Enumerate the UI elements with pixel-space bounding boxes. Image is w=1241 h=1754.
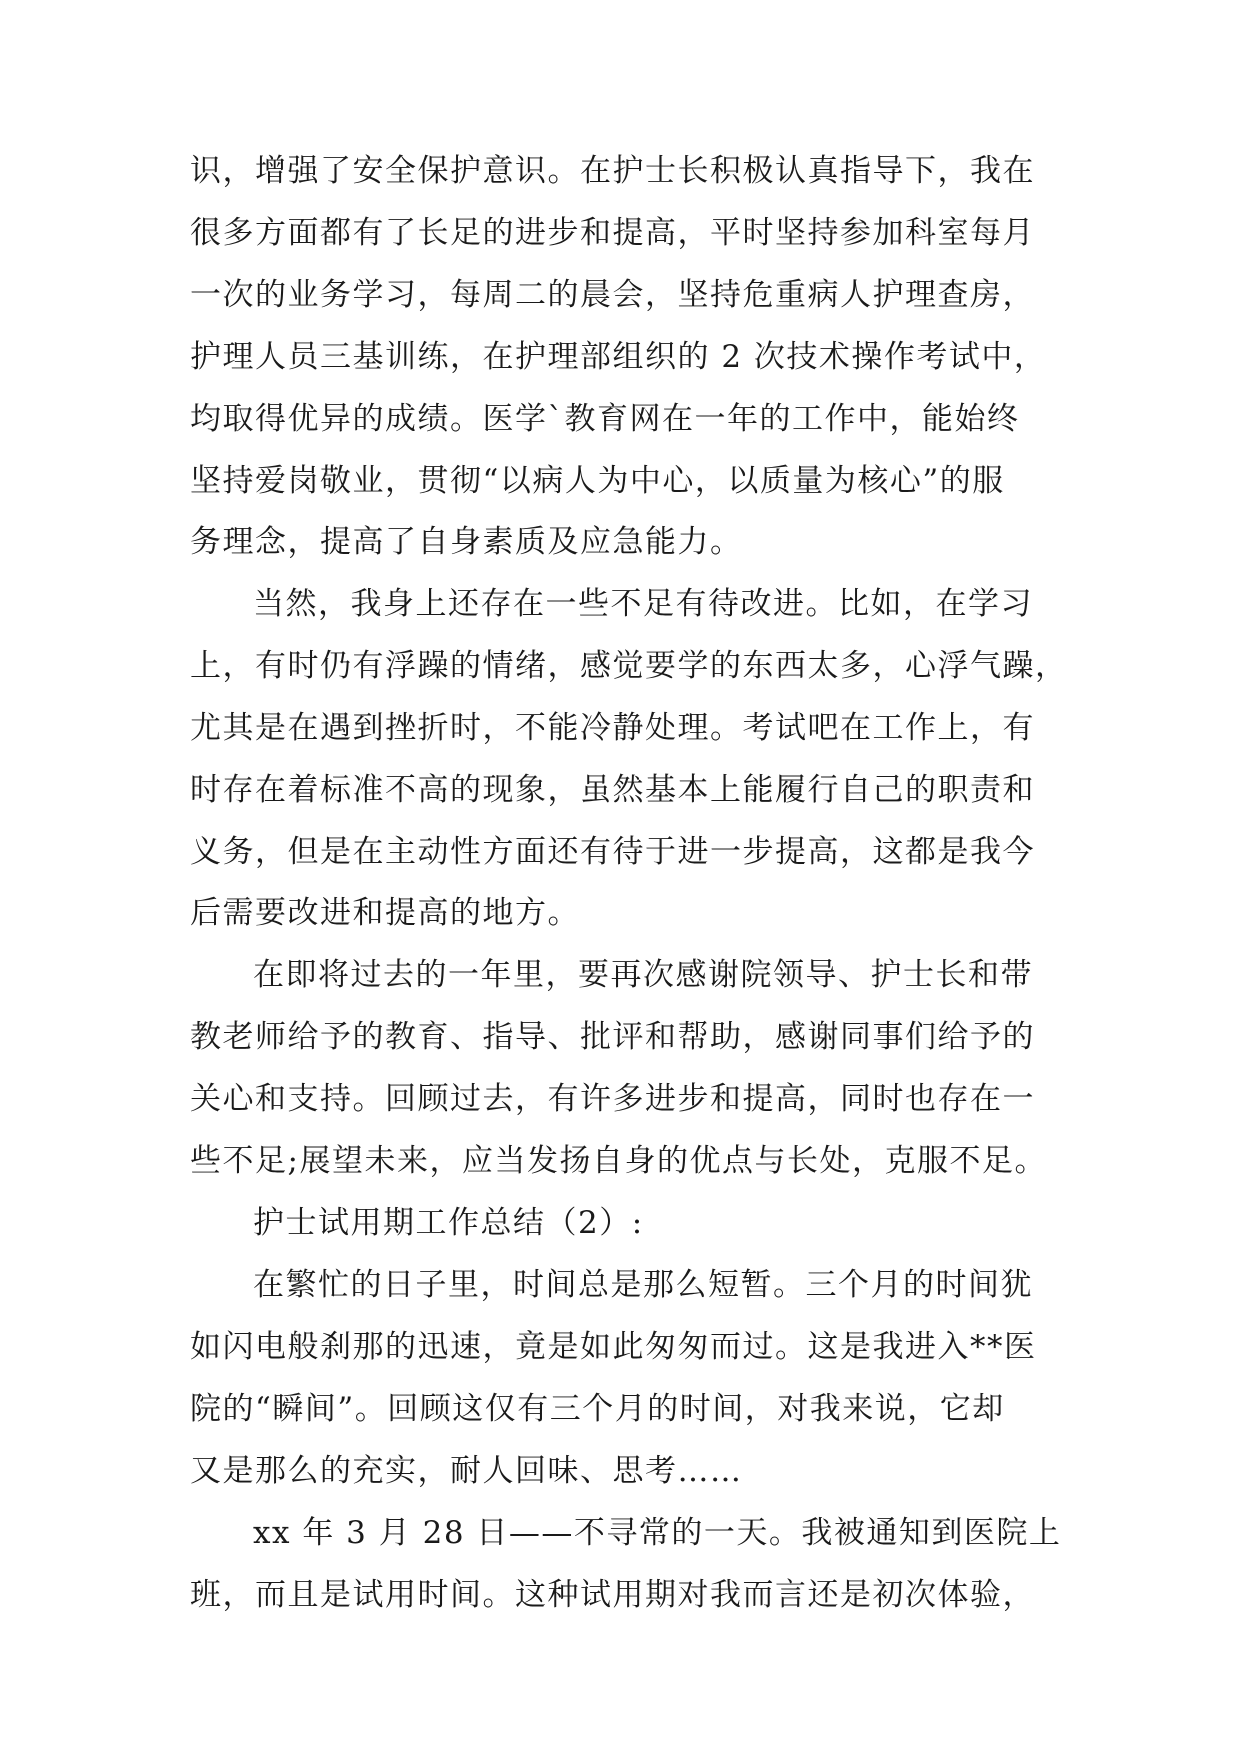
text-line: 务理念，提高了自身素质及应急能力。 [190, 524, 743, 560]
text-line: 上，有时仍有浮躁的情绪，感觉要学的东西太多，心浮气躁， [190, 648, 1068, 684]
text-line: 一次的业务学习，每周二的晨会，坚持危重病人护理查房， [190, 277, 1035, 313]
text-line: 些不足;展望未来，应当发扬自身的优点与长处，克服不足。 [190, 1143, 1047, 1179]
text-line: 很多方面都有了长足的进步和提高，平时坚持参加科室每月 [190, 215, 1035, 251]
text-line: 班，而且是试用时间。这种试用期对我而言还是初次体验， [190, 1577, 1035, 1613]
text-line: 时存在着标准不高的现象，虽然基本上能履行自己的职责和 [190, 772, 1035, 808]
text-line: 均取得优异的成绩。医学`教育网在一年的工作中，能始终 [190, 401, 1020, 437]
text-line: 在繁忙的日子里，时间总是那么短暂。三个月的时间犹 [253, 1267, 1033, 1303]
text-line: 坚持爱岗敬业，贯彻“以病人为中心，以质量为核心”的服 [190, 463, 1005, 499]
section-heading: 护士试用期工作总结（2）: [253, 1205, 644, 1241]
text-line: 义务，但是在主动性方面还有待于进一步提高，这都是我今 [190, 834, 1035, 870]
text-line: 后需要改进和提高的地方。 [190, 895, 580, 931]
text-line: 又是那么的充实，耐人回味、思考…… [190, 1453, 743, 1489]
text-line: 识，增强了安全保护意识。在护士长积极认真指导下，我在 [190, 153, 1035, 189]
text-line: 护理人员三基训练，在护理部组织的 2 次技术操作考试中， [190, 339, 1047, 375]
text-line: 院的“瞬间”。回顾这仅有三个月的时间，对我来说，它却 [190, 1391, 1005, 1427]
text-line: xx 年 3 月 28 日——不寻常的一天。我被通知到医院上 [253, 1515, 1062, 1551]
text-line: 当然，我身上还存在一些不足有待改进。比如，在学习 [253, 586, 1033, 622]
text-line: 教老师给予的教育、指导、批评和帮助，感谢同事们给予的 [190, 1019, 1035, 1055]
text-line: 在即将过去的一年里，要再次感谢院领导、护士长和带 [253, 957, 1033, 993]
text-line: 如闪电般刹那的迅速，竟是如此匆匆而过。这是我进入**医 [190, 1329, 1037, 1365]
text-line: 尤其是在遇到挫折时，不能冷静处理。考试吧在工作上，有 [190, 710, 1035, 746]
text-line: 关心和支持。回顾过去，有许多进步和提高，同时也存在一 [190, 1081, 1035, 1117]
